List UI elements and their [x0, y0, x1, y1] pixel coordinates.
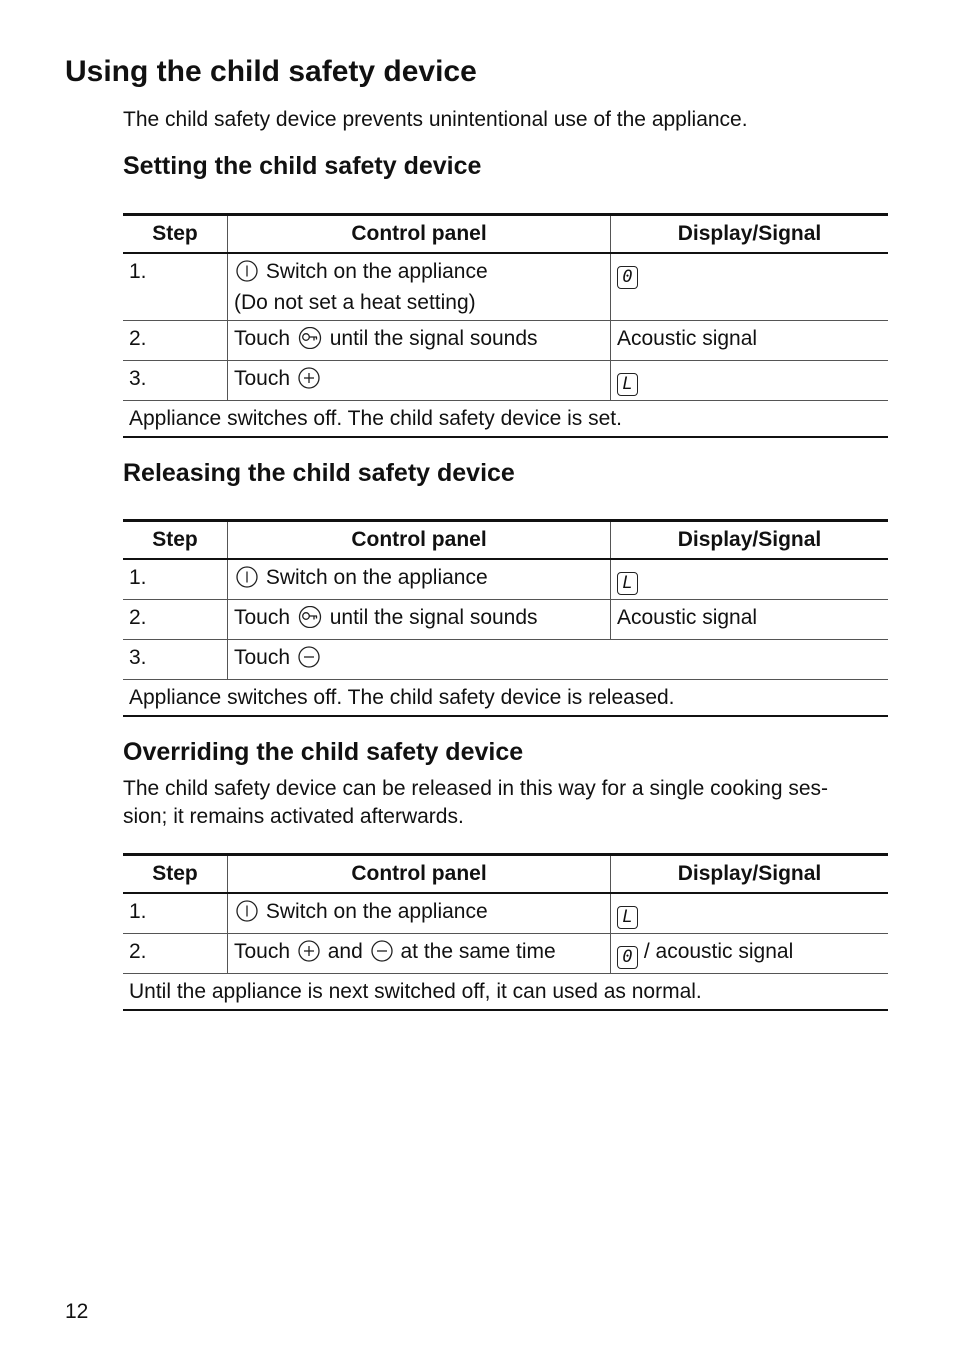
control-text: until the signal sounds — [329, 606, 538, 629]
col-display: Display/Signal — [611, 855, 889, 894]
table-row — [123, 893, 888, 934]
display-cell: Acoustic signal — [611, 600, 889, 640]
display-cell: Acoustic signal — [611, 321, 889, 361]
control-text: Touch — [234, 367, 291, 390]
paragraph-line: sion; it remains activated afterwards. — [123, 805, 464, 828]
col-control: Control panel — [228, 855, 611, 894]
col-control: Control panel — [228, 215, 611, 254]
step-cell: 2. — [123, 934, 228, 974]
table-row — [123, 321, 888, 361]
control-cell — [228, 361, 611, 401]
control-cell — [228, 893, 611, 934]
control-text: Touch — [234, 327, 291, 350]
step-cell: 1. — [123, 559, 228, 600]
control-text: Switch on the appliance — [265, 566, 488, 589]
plus-icon — [298, 367, 320, 396]
col-step: Step — [123, 215, 228, 254]
display-digit: L — [617, 373, 638, 396]
overriding-paragraph — [123, 775, 891, 831]
table-header-row — [123, 521, 888, 560]
control-text: Switch on the appliance — [265, 900, 488, 923]
releasing-table — [123, 519, 888, 717]
display-cell — [611, 893, 889, 934]
table-row — [123, 934, 888, 974]
minus-icon — [298, 646, 320, 675]
power-icon — [236, 566, 258, 595]
step-cell: 3. — [123, 361, 228, 401]
key-icon — [298, 327, 322, 356]
minus-icon — [371, 940, 393, 969]
display-digit: 0 — [617, 266, 638, 289]
control-text: Touch — [234, 646, 291, 669]
footer-cell: Until the appliance is next switched off, it can used as normal. — [123, 974, 888, 1011]
table-header-row — [123, 215, 888, 254]
table-row — [123, 640, 888, 680]
control-text: and — [327, 940, 363, 963]
page-title: Using the child safety device — [65, 55, 477, 88]
display-digit: L — [617, 572, 638, 595]
control-cell — [228, 640, 889, 680]
control-cell — [228, 253, 611, 321]
display-text: / acoustic signal — [643, 940, 794, 963]
overriding-table — [123, 853, 888, 1011]
display-cell — [611, 361, 889, 401]
table-row — [123, 600, 888, 640]
display-cell — [611, 559, 889, 600]
col-display: Display/Signal — [611, 521, 889, 560]
control-text: until the signal sounds — [329, 327, 538, 350]
col-display: Display/Signal — [611, 215, 889, 254]
footer-cell: Appliance switches off. The child safety device is set. — [123, 401, 888, 438]
display-digit: 0 — [617, 946, 638, 969]
display-cell — [611, 253, 889, 321]
setting-heading: Setting the child safety device — [123, 152, 482, 180]
key-icon — [298, 606, 322, 635]
control-text-line2: (Do not set a heat setting) — [234, 291, 476, 314]
table-footer-row — [123, 401, 888, 438]
control-text: Touch — [234, 940, 291, 963]
step-cell: 3. — [123, 640, 228, 680]
table-footer-row — [123, 974, 888, 1011]
table-header-row — [123, 855, 888, 894]
display-cell — [611, 934, 889, 974]
paragraph-line: The child safety device can be released in this way for a single cooking ses- — [123, 777, 829, 800]
table-row — [123, 559, 888, 600]
control-cell — [228, 559, 611, 600]
power-icon — [236, 900, 258, 929]
overriding-heading: Overriding the child safety device — [123, 738, 524, 766]
footer-cell: Appliance switches off. The child safety device is released. — [123, 680, 888, 717]
control-text: Touch — [234, 606, 291, 629]
table-footer-row — [123, 680, 888, 717]
step-cell: 1. — [123, 893, 228, 934]
power-icon — [236, 260, 258, 289]
control-cell — [228, 600, 611, 640]
page-number: 12 — [65, 1300, 89, 1323]
col-control: Control panel — [228, 521, 611, 560]
step-cell: 1. — [123, 253, 228, 321]
control-cell — [228, 934, 611, 974]
table-row — [123, 253, 888, 321]
step-cell: 2. — [123, 600, 228, 640]
table-row — [123, 361, 888, 401]
col-step: Step — [123, 855, 228, 894]
setting-table — [123, 213, 888, 438]
control-text: at the same time — [400, 940, 556, 963]
plus-icon — [298, 940, 320, 969]
col-step: Step — [123, 521, 228, 560]
intro-text: The child safety device prevents unintentional use of the appliance. — [123, 108, 748, 131]
step-cell: 2. — [123, 321, 228, 361]
display-digit: L — [617, 906, 638, 929]
control-text: Switch on the appliance — [265, 260, 488, 283]
releasing-heading: Releasing the child safety device — [123, 459, 515, 487]
control-cell — [228, 321, 611, 361]
